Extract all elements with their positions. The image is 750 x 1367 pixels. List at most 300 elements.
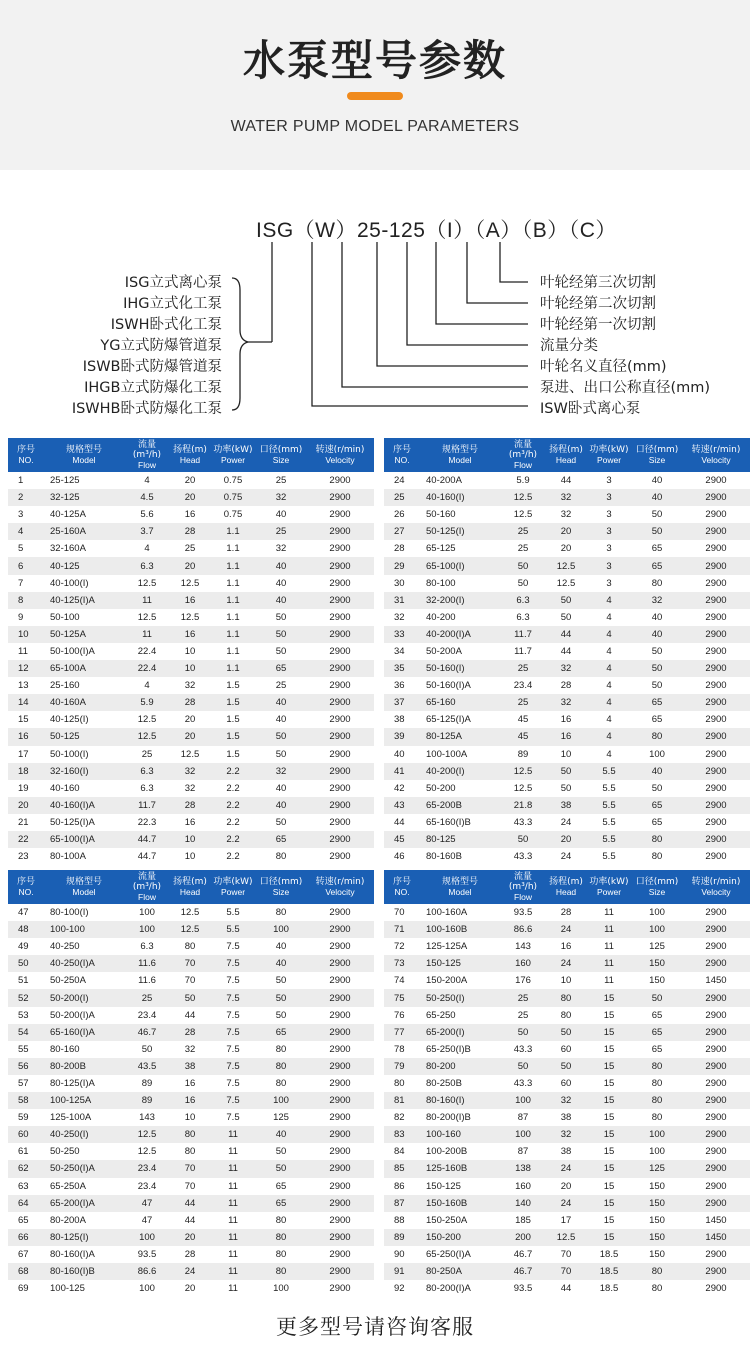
cell-flow: 25 [517, 992, 529, 1004]
table-row [8, 1143, 374, 1160]
cell-no: 88 [394, 1214, 405, 1226]
header-label-en: Flow [514, 460, 532, 470]
header-velocity [682, 870, 750, 904]
cell-head: 12.5 [180, 907, 200, 919]
parameter-table-2 [384, 438, 750, 865]
cell-no: 15 [18, 714, 29, 726]
cell-no: 13 [18, 680, 29, 692]
cell-model: 40-200(I) [426, 765, 465, 777]
cell-flow: 25 [517, 526, 529, 538]
table-row [8, 1263, 374, 1280]
header-label-en: NO. [394, 887, 410, 897]
left-item: IHG立式化工泵 [123, 296, 222, 312]
cell-power: 15 [603, 1060, 615, 1072]
cell-flow: 87 [517, 1112, 529, 1124]
cell-head: 38 [560, 1146, 572, 1158]
cell-size: 65 [651, 816, 663, 828]
cell-no: 66 [18, 1231, 29, 1243]
header-label-cn: 序号 [392, 445, 411, 455]
header-model [44, 870, 124, 904]
cell-flow: 25 [141, 992, 153, 1004]
cell-velocity: 2900 [329, 1077, 351, 1089]
cell-model: 125-160B [426, 1163, 468, 1175]
cell-power: 2.2 [226, 851, 240, 863]
cell-power: 15 [603, 992, 615, 1004]
cell-head: 50 [560, 1026, 572, 1038]
cell-no: 87 [394, 1197, 405, 1209]
cell-model: 100-125 [50, 1283, 85, 1295]
cell-flow: 44.7 [137, 851, 157, 863]
cell-no: 50 [18, 958, 29, 970]
cell-model: 65-250 [426, 1009, 456, 1021]
cell-model: 150-200 [426, 1231, 461, 1243]
cell-head: 20 [184, 1283, 196, 1295]
cell-model: 40-200(I)A [426, 628, 471, 640]
table-row [8, 660, 374, 677]
cell-no: 81 [394, 1095, 405, 1107]
cell-model: 50-100(I)A [50, 645, 95, 657]
cell-velocity: 2900 [329, 680, 351, 692]
cell-velocity: 2900 [329, 782, 351, 794]
header-size [256, 438, 306, 472]
table-row [8, 1212, 374, 1229]
header-no [8, 870, 44, 904]
table-row [8, 1229, 374, 1246]
cell-velocity: 2900 [329, 1283, 351, 1295]
cell-flow: 22.3 [137, 816, 157, 828]
cell-model: 50-125(I) [426, 526, 465, 538]
cell-power: 2.2 [226, 765, 240, 777]
cell-power: 3 [606, 526, 612, 538]
cell-no: 5 [18, 543, 24, 555]
cell-velocity: 2900 [329, 577, 351, 589]
cell-head: 20 [560, 526, 572, 538]
cell-velocity: 2900 [329, 1163, 351, 1175]
table-row [8, 814, 374, 831]
cell-velocity: 2900 [329, 1129, 351, 1141]
cell-velocity: 1450 [705, 1231, 727, 1243]
cell-power: 5.5 [226, 924, 240, 936]
cell-no: 43 [394, 799, 405, 811]
cell-no: 90 [394, 1248, 405, 1260]
cell-model: 40-200A [426, 475, 462, 487]
cell-size: 125 [649, 941, 665, 953]
cell-power: 11 [604, 941, 614, 953]
cell-model: 50-160 [426, 509, 456, 521]
cell-power: 11 [228, 1283, 238, 1295]
cell-model: 80-125A [426, 731, 462, 743]
cell-size: 150 [649, 1197, 665, 1209]
header-label-en: Head [555, 887, 577, 897]
cell-model: 50-160(I) [426, 663, 465, 675]
cell-model: 50-200 [426, 782, 456, 794]
header-label-cn: 转速(r/min) [691, 877, 741, 887]
cell-no: 19 [18, 782, 29, 794]
cell-power: 15 [603, 1146, 615, 1158]
header-label-cn: 流量(m³/h) [508, 872, 538, 892]
cell-model: 50-250A [50, 975, 86, 987]
cell-head: 20 [184, 1231, 196, 1243]
cell-no: 22 [18, 834, 29, 846]
cell-size: 80 [651, 577, 663, 589]
left-item: IHGB立式防爆化工泵 [84, 380, 222, 396]
cell-no: 46 [394, 851, 405, 863]
header-label-en: Power [596, 455, 622, 465]
cell-flow: 6.3 [140, 941, 154, 953]
header-label-cn: 流量(m³/h) [132, 872, 162, 892]
cell-velocity: 2900 [705, 697, 727, 709]
table-row [8, 1109, 374, 1126]
cell-size: 40 [275, 958, 287, 970]
cell-model: 40-250(I)A [50, 958, 95, 970]
parameter-table [8, 438, 374, 865]
cell-power: 3 [606, 543, 612, 555]
cell-head: 28 [184, 526, 196, 538]
cell-no: 79 [394, 1060, 405, 1072]
left-pump-types [72, 273, 222, 420]
cell-flow: 176 [515, 975, 531, 987]
cell-velocity: 2900 [329, 816, 351, 828]
cell-velocity: 2900 [329, 611, 351, 623]
cell-velocity: 2900 [705, 1095, 727, 1107]
cell-model: 40-125(I) [50, 714, 89, 726]
cell-size: 80 [651, 851, 663, 863]
cell-power: 11 [228, 1214, 238, 1226]
cell-velocity: 2900 [705, 645, 727, 657]
header-label-en: Flow [138, 460, 156, 470]
cell-head: 32 [184, 765, 196, 777]
cell-velocity: 2900 [329, 594, 351, 606]
cell-size: 125 [273, 1112, 289, 1124]
cell-velocity: 2900 [329, 628, 351, 640]
table-row [8, 989, 374, 1006]
header-label-en: Size [272, 455, 290, 465]
cell-flow: 25 [517, 543, 529, 555]
table-row [8, 711, 374, 728]
cell-power: 5.5 [602, 765, 616, 777]
cell-flow: 12.5 [137, 1129, 157, 1141]
table-row [384, 1212, 750, 1229]
cell-head: 24 [560, 1163, 572, 1175]
cell-power: 7.5 [226, 1043, 240, 1055]
cell-head: 32 [560, 697, 572, 709]
left-item: ISWB卧式防爆管道泵 [82, 359, 222, 375]
parameter-table [8, 870, 374, 1297]
cell-head: 20 [560, 543, 572, 555]
table-row [8, 1041, 374, 1058]
cell-head: 44 [560, 475, 572, 487]
cell-head: 50 [560, 594, 572, 606]
cell-no: 86 [394, 1180, 405, 1192]
cell-flow: 86.6 [513, 924, 533, 936]
cell-no: 24 [394, 475, 405, 487]
cell-flow: 140 [515, 1197, 531, 1209]
table-row [384, 955, 750, 972]
cell-flow: 6.3 [516, 594, 530, 606]
header-label-en: Velocity [701, 455, 731, 465]
cell-flow: 12.5 [513, 509, 533, 521]
cell-size: 65 [651, 714, 663, 726]
cell-power: 4 [606, 663, 612, 675]
cell-size: 40 [651, 765, 663, 777]
cell-flow: 4 [144, 680, 150, 692]
header-label-en: NO. [18, 887, 34, 897]
cell-head: 38 [184, 1060, 196, 1072]
header-velocity [682, 438, 750, 472]
header-no [384, 438, 420, 472]
cell-flow: 12.5 [513, 765, 533, 777]
cell-model: 150-250A [426, 1214, 468, 1226]
cell-head: 12.5 [180, 924, 200, 936]
table-row [384, 921, 750, 938]
cell-size: 50 [651, 645, 663, 657]
table-row [384, 523, 750, 540]
cell-flow: 25 [517, 663, 529, 675]
cell-model: 80-125(I)A [50, 1077, 95, 1089]
cell-head: 32 [560, 1129, 572, 1141]
left-item: ISWH卧式化工泵 [110, 317, 222, 333]
cell-model: 80-200 [426, 1060, 456, 1072]
cell-power: 7.5 [226, 941, 240, 953]
cell-power: 1.1 [226, 543, 240, 555]
cell-flow: 50 [141, 1043, 153, 1055]
cell-size: 32 [275, 543, 287, 555]
cell-head: 32 [184, 680, 196, 692]
cell-head: 24 [560, 924, 572, 936]
cell-velocity: 2900 [705, 663, 727, 675]
cell-head: 10 [184, 1112, 196, 1124]
header-label-cn: 扬程(m) [549, 877, 583, 887]
cell-flow: 21.8 [513, 799, 533, 811]
cell-size: 65 [651, 1043, 663, 1055]
cell-flow: 50 [517, 560, 529, 572]
header-label-cn: 规格型号 [441, 877, 478, 887]
cell-velocity: 2900 [329, 663, 351, 675]
cell-power: 7.5 [226, 1060, 240, 1072]
cell-velocity: 2900 [705, 748, 727, 760]
right-item: 流量分类 [540, 338, 598, 354]
cell-flow: 50 [517, 1060, 529, 1072]
cell-head: 16 [560, 714, 572, 726]
cell-model: 65-250A [50, 1180, 86, 1192]
cell-no: 73 [394, 958, 405, 970]
cell-head: 12.5 [180, 611, 200, 623]
cell-velocity: 2900 [705, 816, 727, 828]
cell-size: 100 [649, 748, 665, 760]
cell-flow: 12.5 [137, 1146, 157, 1158]
header-velocity [306, 438, 374, 472]
cell-model: 50-200(I) [50, 992, 89, 1004]
cell-head: 28 [560, 680, 572, 692]
cell-model: 40-160 [50, 782, 80, 794]
cell-model: 65-160(I)A [50, 1026, 95, 1038]
header-velocity [306, 870, 374, 904]
cell-model: 100-100 [50, 924, 85, 936]
cell-power: 15 [603, 1009, 615, 1021]
cell-size: 80 [651, 1077, 663, 1089]
cell-size: 65 [275, 1026, 287, 1038]
cell-size: 65 [651, 560, 663, 572]
cell-flow: 43.3 [513, 1077, 533, 1089]
table-row [8, 1280, 374, 1297]
table-row [8, 904, 374, 921]
cell-flow: 47 [141, 1197, 153, 1209]
cell-power: 2.2 [226, 834, 240, 846]
table-row [384, 626, 750, 643]
cell-velocity: 2900 [329, 992, 351, 1004]
cell-head: 50 [560, 765, 572, 777]
cell-no: 16 [18, 731, 29, 743]
cell-no: 36 [394, 680, 405, 692]
cell-power: 1.5 [226, 748, 240, 760]
table-row [384, 780, 750, 797]
cell-flow: 43.3 [513, 1043, 533, 1055]
cell-size: 65 [275, 1197, 287, 1209]
cell-flow: 5.9 [140, 697, 154, 709]
table-row [8, 506, 374, 523]
cell-power: 7.5 [226, 1009, 240, 1021]
cell-model: 80-200A [50, 1214, 86, 1226]
cell-no: 49 [18, 941, 29, 953]
cell-velocity: 2900 [329, 492, 351, 504]
cell-size: 80 [651, 834, 663, 846]
cell-head: 28 [184, 1026, 196, 1038]
cell-model: 100-125A [50, 1095, 92, 1107]
cell-velocity: 2900 [329, 1026, 351, 1038]
cell-no: 54 [18, 1026, 29, 1038]
table-row [8, 626, 374, 643]
cell-power: 11 [228, 1129, 238, 1141]
cell-power: 15 [603, 1026, 615, 1038]
cell-flow: 12.5 [137, 731, 157, 743]
cell-power: 1.5 [226, 731, 240, 743]
cell-power: 11 [604, 975, 614, 987]
cell-power: 4 [606, 731, 612, 743]
cell-size: 65 [275, 834, 287, 846]
cell-head: 44 [184, 1197, 196, 1209]
line-c [500, 242, 528, 282]
cell-velocity: 2900 [329, 526, 351, 538]
cell-flow: 200 [515, 1231, 531, 1243]
cell-head: 20 [184, 560, 196, 572]
cell-model: 40-125(I)A [50, 594, 95, 606]
cell-velocity: 2900 [329, 1009, 351, 1021]
cell-size: 65 [651, 1009, 663, 1021]
cell-power: 15 [603, 1214, 615, 1226]
header-label-en: Head [179, 455, 201, 465]
cell-model: 150-200A [426, 975, 468, 987]
cell-flow: 100 [139, 1231, 155, 1243]
cell-head: 24 [560, 851, 572, 863]
cell-flow: 12.5 [137, 577, 157, 589]
cell-no: 69 [18, 1283, 29, 1295]
cell-velocity: 2900 [705, 1163, 727, 1175]
cell-velocity: 2900 [329, 1146, 351, 1158]
header-label-cn: 口径(mm) [635, 877, 679, 887]
cell-velocity: 2900 [705, 731, 727, 743]
cell-power: 2.2 [226, 799, 240, 811]
cell-no: 64 [18, 1197, 29, 1209]
cell-head: 80 [560, 992, 572, 1004]
cell-power: 1.1 [226, 663, 240, 675]
cell-head: 10 [184, 663, 196, 675]
cell-power: 2.2 [226, 816, 240, 828]
cell-head: 70 [184, 975, 196, 987]
header-label-cn: 功率(kW) [213, 445, 253, 455]
page-title: 水泵型号参数 [242, 36, 507, 85]
cell-velocity: 2900 [329, 851, 351, 863]
cell-velocity: 2900 [705, 799, 727, 811]
cell-size: 80 [651, 731, 663, 743]
cell-no: 18 [18, 765, 29, 777]
cell-flow: 11.7 [514, 645, 532, 657]
header-label-cn: 转速(r/min) [315, 445, 365, 455]
cell-power: 7.5 [226, 958, 240, 970]
cell-no: 45 [394, 834, 405, 846]
cell-head: 32 [560, 1095, 572, 1107]
cell-size: 25 [275, 680, 287, 692]
cell-velocity: 2900 [705, 560, 727, 572]
cell-size: 65 [651, 543, 663, 555]
cell-no: 60 [18, 1129, 29, 1141]
cell-power: 11 [604, 924, 614, 936]
cell-power: 7.5 [226, 992, 240, 1004]
cell-no: 6 [18, 560, 24, 572]
cell-model: 40-250 [50, 941, 80, 953]
cell-model: 50-250(I) [426, 992, 465, 1004]
cell-no: 42 [394, 782, 405, 794]
cell-model: 50-125 [50, 731, 80, 743]
cell-flow: 143 [139, 1112, 155, 1124]
cell-velocity: 2900 [329, 1231, 351, 1243]
cell-head: 20 [560, 1180, 572, 1192]
header-label-en: Head [555, 455, 577, 465]
cell-size: 125 [649, 1163, 665, 1175]
cell-size: 80 [275, 1077, 287, 1089]
cell-size: 40 [275, 697, 287, 709]
cell-model: 80-250B [426, 1077, 462, 1089]
cell-no: 31 [394, 594, 405, 606]
cell-no: 70 [394, 907, 405, 919]
cell-head: 10 [184, 834, 196, 846]
table-row [8, 1075, 374, 1092]
cell-no: 28 [394, 543, 405, 555]
cell-flow: 100 [515, 1095, 531, 1107]
cell-flow: 160 [515, 958, 531, 970]
cell-velocity: 2900 [705, 1180, 727, 1192]
table-row [8, 921, 374, 938]
cell-head: 32 [560, 509, 572, 521]
cell-model: 65-125(I)A [426, 714, 471, 726]
cell-no: 48 [18, 924, 29, 936]
cell-power: 1.1 [226, 526, 240, 538]
header-label-cn: 规格型号 [65, 445, 102, 455]
cell-flow: 138 [515, 1163, 531, 1175]
cell-no: 68 [18, 1266, 29, 1278]
header-label-en: Velocity [325, 455, 355, 465]
cell-no: 41 [394, 765, 405, 777]
table-row [384, 1075, 750, 1092]
cell-flow: 22.4 [137, 663, 157, 675]
cell-size: 40 [275, 560, 287, 572]
cell-model: 80-125(I) [50, 1231, 89, 1243]
cell-flow: 50 [517, 1026, 529, 1038]
cell-head: 32 [560, 492, 572, 504]
table-row [8, 746, 374, 763]
cell-head: 38 [560, 799, 572, 811]
table-row [8, 1178, 374, 1195]
cell-no: 80 [394, 1077, 405, 1089]
